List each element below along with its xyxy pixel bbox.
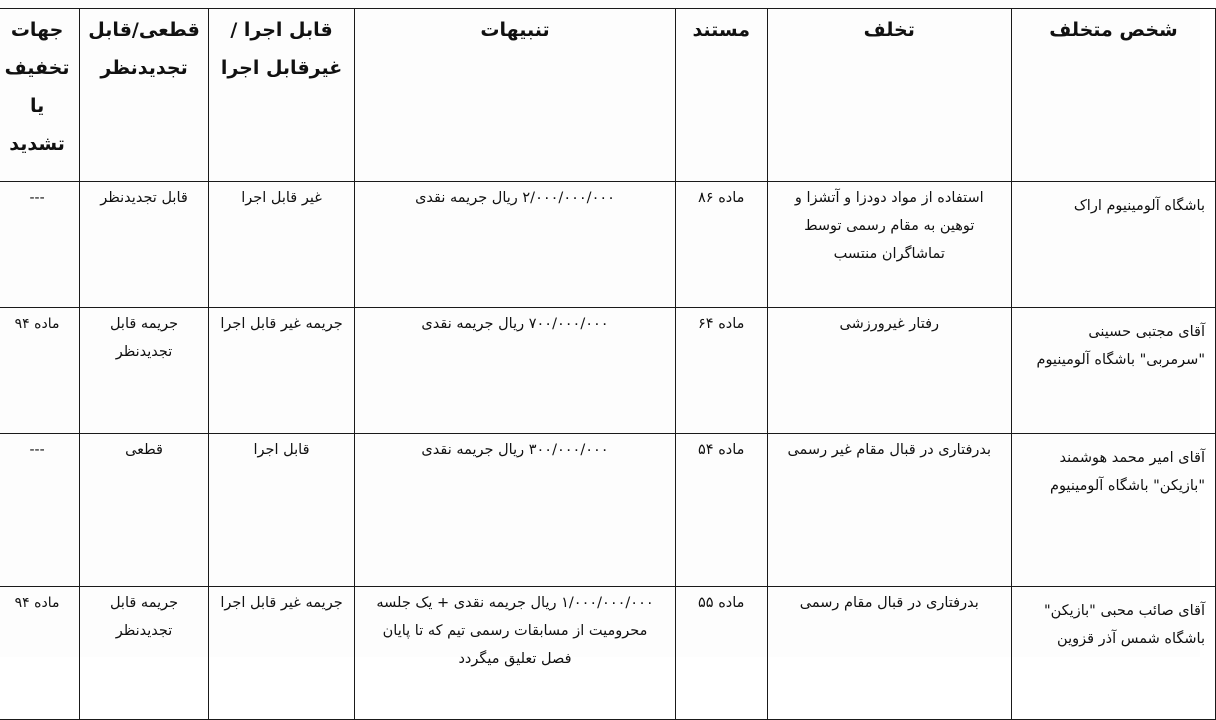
cell-violation: بدرفتاری در قبال مقام غیر رسمی: [767, 434, 1011, 587]
cell-document: ماده ۵۵: [675, 587, 767, 720]
header-executable: قابل اجرا /غیرقابل اجرا: [208, 9, 354, 182]
cell-person: آقای امیر محمد هوشمند "بازیکن" باشگاه آلومینیوم: [1011, 434, 1215, 587]
cell-reduction: ---: [0, 182, 80, 308]
cell-penalty: ۷۰۰/۰۰۰/۰۰۰ ریال جریمه نقدی: [355, 308, 676, 434]
cell-person: آقای صائب محبی "بازیکن" باشگاه شمس آذر قزوین: [1011, 587, 1215, 720]
cell-reduction: ---: [0, 434, 80, 587]
header-violation: تخلف: [767, 9, 1011, 182]
cell-penalty: ۳۰۰/۰۰۰/۰۰۰ ریال جریمه نقدی: [355, 434, 676, 587]
header-penalties: تنبیهات: [355, 9, 676, 182]
table-row: [0, 434, 1216, 587]
cell-penalty: ۲/۰۰۰/۰۰۰/۰۰۰ ریال جریمه نقدی: [355, 182, 676, 308]
rulings-table: [0, 8, 1216, 720]
header-final: قطعی/قابل تجدیدنظر: [80, 9, 209, 182]
cell-penalty: ۱/۰۰۰/۰۰۰/۰۰۰ ریال جریمه نقدی + یک جلسه محرومیت از مسابقات رسمی تیم که تا پایان فصل تعلیق میگردد: [355, 587, 676, 720]
cell-violation: استفاده از مواد دودزا و آتشزا و توهین به مقام رسمی توسط تماشاگران منتسب: [767, 182, 1011, 308]
cell-document: ماده ۸۶: [675, 182, 767, 308]
cell-violation: رفتار غیرورزشی: [767, 308, 1011, 434]
cell-violation: بدرفتاری در قبال مقام رسمی: [767, 587, 1011, 720]
cell-executable: جریمه غیر قابل اجرا: [208, 308, 354, 434]
cell-final: جریمه قابل تجدیدنظر: [80, 308, 209, 434]
cell-executable: جریمه غیر قابل اجرا: [208, 587, 354, 720]
table-row: [0, 587, 1216, 720]
table-row: [0, 308, 1216, 434]
cell-executable: غیر قابل اجرا: [208, 182, 354, 308]
cell-reduction: ماده ۹۴: [0, 308, 80, 434]
cell-final: قطعی: [80, 434, 209, 587]
cell-reduction: ماده ۹۴: [0, 587, 80, 720]
cell-executable: قابل اجرا: [208, 434, 354, 587]
cell-person: آقای مجتبی حسینی "سرمربی" باشگاه آلومینیوم: [1011, 308, 1215, 434]
cell-document: ماده ۵۴: [675, 434, 767, 587]
header-person: شخص متخلف: [1011, 9, 1215, 182]
top-edge: [0, 0, 1200, 8]
header-row: [0, 9, 1216, 182]
header-document: مستند: [675, 9, 767, 182]
cell-final: قابل تجدیدنظر: [80, 182, 209, 308]
header-reduction: جهات تخفیف یا تشدید: [0, 9, 80, 182]
table-row: [0, 182, 1216, 308]
cell-document: ماده ۶۴: [675, 308, 767, 434]
cell-final: جریمه قابل تجدیدنظر: [80, 587, 209, 720]
cell-person: باشگاه آلومینیوم اراک: [1011, 182, 1215, 308]
